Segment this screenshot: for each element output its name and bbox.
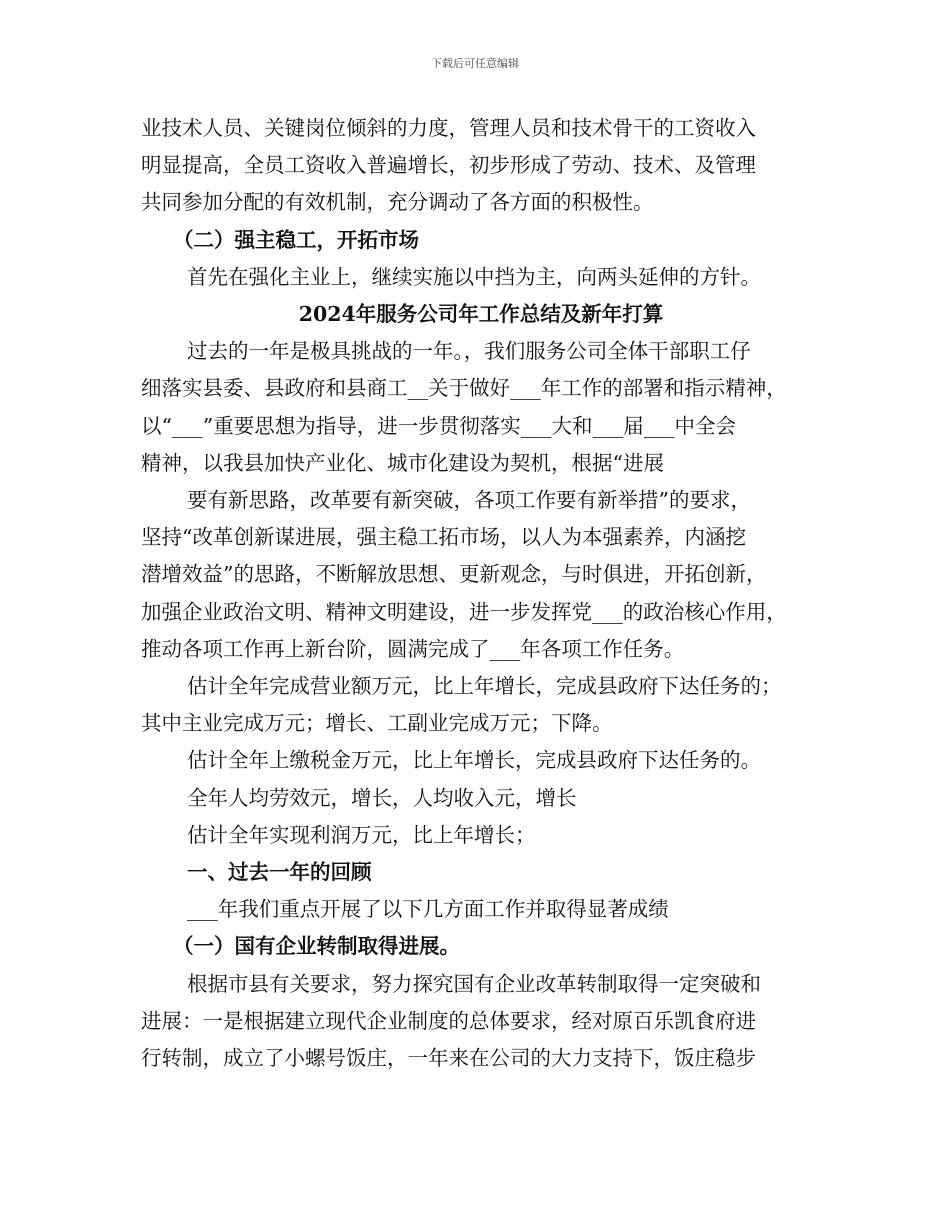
paragraph-line: 全年人均劳效元，增长，人均收入元，增长 xyxy=(187,785,577,810)
paragraph-line: 过去的一年是极具挑战的一年。，我们服务公司全体干部职工仔 xyxy=(187,339,751,364)
paragraph-line: 估计全年实现利润万元，比上年增长； xyxy=(187,822,536,847)
section-heading: （二）强主稳工，开拓市场 xyxy=(173,227,419,252)
paragraph-line: 明显提高，全员工资收入普遍增长，初步形成了劳动、技术、及管理 xyxy=(141,153,756,178)
paragraph-line: 估计全年上缴税金万元，比上年增长，完成县政府下达任务的。 xyxy=(187,748,761,773)
paragraph-line: 坚持“改革创新谋进展，强主稳工拓市场，以人为本强素养，内涵挖 xyxy=(141,525,746,550)
paragraph-line: 细落实县委、县政府和县商工__关于做好___年工作的部署和指示精神， xyxy=(141,376,787,401)
paragraph-line: 以“___”重要思想为指导，进一步贯彻落实___大和___届___中全会 xyxy=(141,413,736,438)
paragraph-line: 加强企业政治文明、精神文明建设，进一步发挥党___的政治核心作用， xyxy=(141,599,787,624)
paragraph-line: ___年我们重点开展了以下几方面工作并取得显著成绩 xyxy=(187,897,669,922)
paragraph-line: 精神，以我县加快产业化、城市化建设为契机，根据“进展 xyxy=(141,450,664,475)
section-heading: 一、过去一年的回顾 xyxy=(187,860,372,885)
document-title: 2024年服务公司年工作总结及新年打算 xyxy=(298,302,664,327)
paragraph-line: 根据市县有关要求，努力探究国有企业改革转制取得一定突破和 xyxy=(187,971,761,996)
page-header: 下载后可任意编辑 xyxy=(431,57,519,70)
paragraph-line: 首先在强化主业上，继续实施以中挡为主，向两头延伸的方针。 xyxy=(187,264,761,289)
paragraph-line: 要有新思路，改革要有新突破，各项工作要有新举措”的要求， xyxy=(187,488,751,513)
paragraph-line: 共同参加分配的有效机制，充分调动了各方面的积极性。 xyxy=(141,190,654,215)
paragraph-line: 估计全年完成营业额万元，比上年增长，完成县政府下达任务的； xyxy=(187,674,782,699)
paragraph-line: 潜增效益”的思路，不断解放思想、更新观念，与时俱进，开拓创新， xyxy=(141,562,767,587)
paragraph-line: 进展：一是根据建立现代企业制度的总体要求，经对原百乐凯食府进 xyxy=(141,1008,756,1033)
paragraph-line: 其中主业完成万元；增长、工副业完成万元；下降。 xyxy=(141,711,613,736)
paragraph-line: 推动各项工作再上新台阶，圆满完成了___年各项工作任务。 xyxy=(141,636,685,661)
paragraph-line: 业技术人员、关键岗位倾斜的力度，管理人员和技术骨干的工资收入 xyxy=(141,116,756,140)
document-body xyxy=(141,110,821,1077)
section-heading: （一）国有企业转制取得进展。 xyxy=(173,934,460,959)
paragraph-line: 行转制，成立了小螺号饭庄，一年来在公司的大力支持下，饭庄稳步 xyxy=(141,1046,756,1071)
